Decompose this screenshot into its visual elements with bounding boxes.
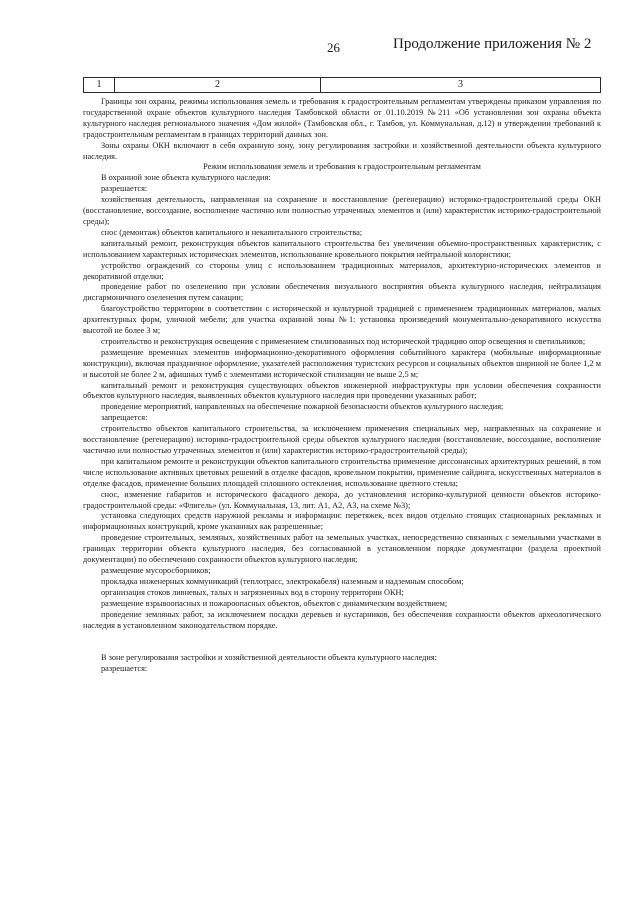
page-number: 26 — [327, 40, 340, 55]
paragraph: В охранной зоне объекта культурного наследия: — [101, 173, 271, 183]
paragraph: благоустройство территории в соответствии с исторической и культурной традицией с применением традиционных материалов, малых архитектурных форм, уличной мебели; для участка охранной зоны №1: установка произведений монументально-декоративного искусства высотой не более 3 м; — [83, 304, 601, 336]
paragraph: строительство объектов капитального строительства, за исключением применения специальных мер, направленных на сохранение и восстановление (регенерацию) историко-градостроительной среды объектов культурного наследия (восстановление, воссоздание, восполнение частично или полностью утраченных элементов и (или) характеристик историко-градостроительной среды); — [83, 424, 601, 455]
paragraph: капитальный ремонт, реконструкция объектов капитального строительства без увеличения объемно-пространственных характеристик, с использованием характерных исторических элементов, использование кровельного покрытия нейтральной колористики; — [83, 238, 601, 259]
paragraph-spacer — [83, 631, 601, 653]
paragraph: размещение взрывоопасных и пожароопасных объектов, объектов с динамическим воздействием; — [101, 598, 448, 608]
paragraph: Режим использования земель и требования к градостроительным регламентам — [203, 162, 481, 172]
table-header-cell-2: 2 — [115, 78, 321, 92]
appendix-title: Продолжение приложения № 2 — [393, 36, 592, 52]
paragraph: капитальный ремонт и реконструкция существующих объектов инженерной инфраструктуры при условии обеспечения сохранности объектов культурного наследия, выявленных объектов культурного наследия при проведении указанных работ; — [83, 380, 601, 401]
paragraph: проведение мероприятий, направленных на обеспечение пожарной безопасности объектов культурного наследия; — [101, 402, 504, 412]
paragraph: организация стоков ливневых, талых и загрязненных вод в сторону территории ОКН; — [101, 587, 404, 597]
paragraph: размещение временных элементов информационно-декоративного оформления событийного характера (мобильные информационные конструкции), включая праздничное оформление, указателей расположения туристских ресурсов и социальных объектов шириной не более 1,2 м и высотой не более 2 м, афишных тумб с элементами исторической стилизации не выше 2,5 м; — [83, 347, 601, 379]
table-header-row — [83, 77, 601, 93]
paragraph: снос, изменение габаритов и исторического фасадного декора, до установления историко-культурной ценности объектов историко-градостроительной среды: «Флигель» (ул. Коммунальная, 13, лит. А1, А2, А3, на схеме №3); — [83, 489, 601, 510]
paragraph: при капитальном ремонте и реконструкции объектов капитального строительства применение диссонансных архитектурных решений, в том числе использование активных цветовых решений в отделке фасадов, кровельном покрытии, применение сайдинга, искусственных материалов в отделке фасадов, применение больших площадей сплошного остекления, использование цветного стекла; — [83, 456, 601, 488]
paragraph: В зоне регулирования застройки и хозяйственной деятельности объекта культурного наследия: — [101, 653, 437, 663]
paragraph: запрещается: — [101, 413, 148, 423]
paragraph: прокладка инженерных коммуникаций (теплотрасс, электрокабеля) наземным и надземным способом; — [101, 576, 464, 586]
paragraph: установка следующих средств наружной рекламы и информации: перетяжек, всех видов отдельно стоящих стационарных рекламных и информационных конструкций, кроме указанных как разрешенные; — [83, 511, 601, 532]
paragraph: Зоны охраны ОКН включают в себя охранную зону, зону регулирования застройки и хозяйственной деятельности объекта культурного наследия. — [83, 140, 601, 161]
paragraph: размещение мусоросборников; — [101, 565, 211, 575]
paragraph: разрешается: — [101, 184, 148, 194]
paragraph: проведение работ по озеленению при условии обеспечения визуального восприятия объекта культурного наследия, нейтрализация дисгармоничного озеленения путем санации; — [83, 282, 601, 303]
paragraph: Границы зон охраны, режимы использования земель и требования к градостроительным регламентам утверждены приказом управления по государственной охране объектов культурного наследия Тамбовской области от 01.10.2019 №211 «Об установлении зон охраны объекта культурного наследия регионального значения «Дом жилой» (Тамбовская обл., г. Тамбов, ул. Коммунальная, д.12) и утверждении требований к градостроительным регламентам в границах территорий данных зон. — [83, 97, 601, 139]
table-header-cell-3: 3 — [458, 79, 463, 90]
document-body — [83, 97, 601, 675]
table-header-cell-1: 1 — [84, 78, 115, 92]
paragraph: проведение строительных, земляных, хозяйственных работ на земельных участках, непосредственно связанных с земельными участками в границах территории объекта культурного наследия, без согласованной в установленном порядке документации (раздела проектной документации) по обеспечению сохранности объектов культурного наследия; — [83, 533, 601, 565]
paragraph: разрешается: — [101, 664, 148, 674]
paragraph: строительство и реконструкция освещения с применением стилизованных под исторической традицию опор освещения и светильников; — [101, 336, 586, 346]
paragraph: проведение земляных работ, за исключением посадки деревьев и кустарников, без обеспечения сохранности объектов археологического наследия в установленном законодательством порядке. — [83, 609, 601, 630]
paragraph: снос (демонтаж) объектов капитального и некапитального строительства; — [101, 227, 363, 237]
paragraph: хозяйственная деятельность, направленная на сохранение и восстановление (регенерацию) историко-градостроительной среды ОКН (восстановление, воссоздание, восполнение частично или полностью утраченных элементов и (или) характеристик историко-градостроительной среды); — [83, 195, 601, 226]
paragraph: устройство ограждений со стороны улиц с использованием традиционных материалов, архитектурно-исторических элементов и декоративной отделки; — [83, 260, 601, 281]
